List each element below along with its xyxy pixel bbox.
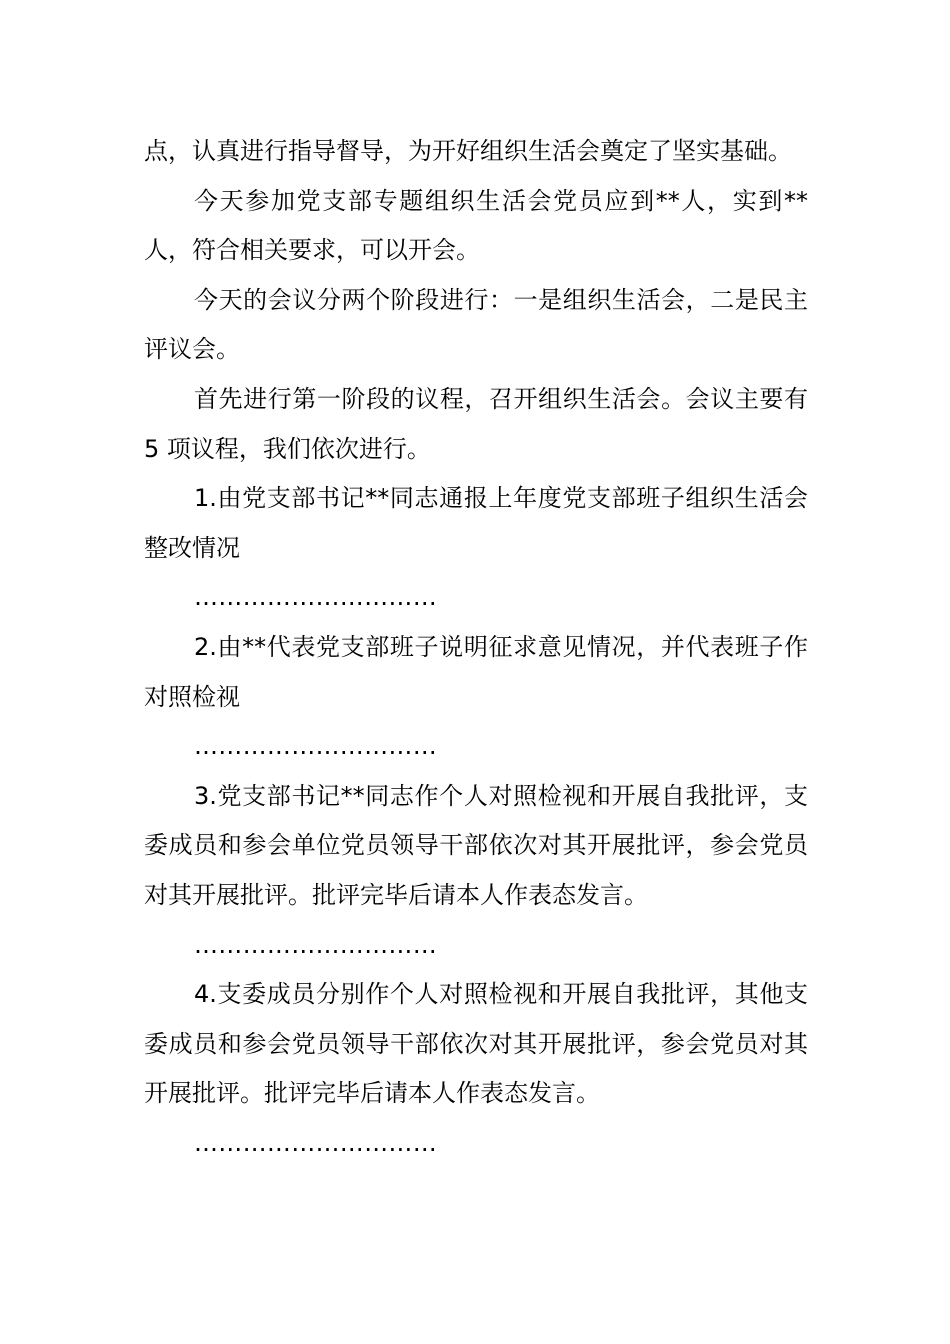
agenda-item-1: 1.由党支部书记**同志通报上年度党支部班子组织生活会整改情况 bbox=[144, 484, 808, 562]
ellipsis-separator: ………………………… bbox=[194, 732, 437, 761]
paragraph-meeting-stages: 今天的会议分两个阶段进行：一是组织生活会，二是民主评议会。 bbox=[144, 285, 808, 364]
document-body bbox=[144, 127, 808, 1168]
ellipsis-separator: ………………………… bbox=[194, 1128, 437, 1157]
agenda-item-3: 3.党支部书记**同志作个人对照检视和开展自我批评，支委成员和参会单位党员领导干部依次对其开展批评，参会党员对其开展批评。批评完毕后请本人作表态发言。 bbox=[144, 781, 808, 909]
paragraph-attendance: 今天参加党支部专题组织生活会党员应到**人，实到**人，符合相关要求，可以开会。 bbox=[144, 186, 808, 265]
agenda-item-2: 2.由**代表党支部班子说明征求意见情况，并代表班子作对照检视 bbox=[144, 632, 808, 711]
ellipsis-separator: ………………………… bbox=[194, 930, 437, 959]
agenda-item-4: 4.支委成员分别作个人对照检视和开展自我批评，其他支委成员和参会党员领导干部依次对其开展批评，参会党员对其开展批评。批评完毕后请本人作表态发言。 bbox=[144, 980, 808, 1108]
paragraph-continuation: 点，认真进行指导督导，为开好组织生活会奠定了坚实基础。 bbox=[144, 137, 792, 165]
paragraph-agenda-intro: 首先进行第一阶段的议程，召开组织生活会。会议主要有 5 项议程，我们依次进行。 bbox=[144, 384, 808, 463]
ellipsis-separator: ………………………… bbox=[194, 583, 437, 612]
